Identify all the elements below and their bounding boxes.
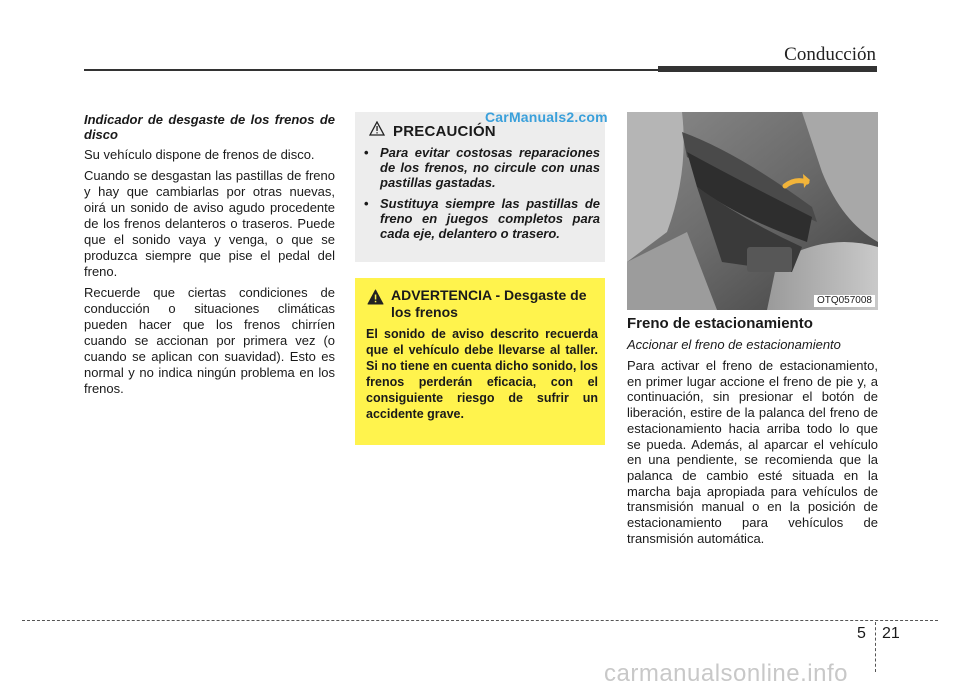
caution-item: • Sustituya siempre las pastillas de freno en juegos completos para cada eje, delantero o trasero.: [364, 196, 600, 241]
caution-header: [369, 121, 496, 141]
caution-list: [364, 145, 600, 247]
parking-brake-heading: Freno de estacionamiento: [627, 315, 813, 332]
warning-title: ADVERTENCIA - Desgaste de los frenos: [391, 287, 587, 320]
warning-body: El sonido de aviso descrito recuerda que el vehículo debe llevarse al taller. Si no tiene en cuenta dicho sonido, los frenos perderán eficacia, con el consiguiente riesgo de sufrir un accidente grave.: [366, 327, 598, 421]
paragraph: Cuando se desgastan las pastillas de freno y hay que cambiarlas por otras nuevas, oirá un sonido de aviso agudo procedente de los frenos delanteros o traseros. Puede que el sonido vaya y venga, o que se produzca siempre que pise el pedal del freno.: [84, 168, 335, 279]
caution-item: • Para evitar costosas reparaciones de los frenos, no circule con unas pastillas gastadas.: [364, 145, 600, 190]
photo-label: OTQ057008: [814, 295, 875, 307]
footer-divider: [22, 620, 938, 621]
watermark-bottom: carmanualsonline.info: [604, 660, 848, 687]
caution-title: PRECAUCIÓN: [393, 122, 496, 140]
parking-brake-body: Para activar el freno de estacionamiento, en primer lugar accione el freno de pie y, a continuación, sin presionar el botón de liberación, estire de la palanca del freno de estacionamiento hacia arriba todo lo que se pueda. Además, al aparcar el vehículo en una pendiente, se recomienda que la palanca de cambio esté situada en la marcha baja apropiada para vehículos de transmisión manual o en la posición de estacionamiento para vehículos de transmisión automática.: [627, 358, 878, 546]
parking-brake-photo: [627, 112, 878, 310]
page-number: 21: [882, 625, 900, 642]
paragraph: Su vehículo dispone de frenos de disco.: [84, 147, 315, 162]
right-column: [627, 316, 878, 551]
warning-box: [355, 278, 605, 445]
parking-brake-subheading: Accionar el freno de estacionamiento: [627, 337, 841, 352]
section-title: Conducción: [784, 44, 876, 65]
paragraph: Recuerde que ciertas condiciones de conducción o situaciones climáticas pueden hacer que los frenos chirríen cuando se accionan por primera vez (o cuando se aplican con suavidad). Esto es normal y no indica ningún problema en los frenos.: [84, 285, 335, 396]
warning-header: [367, 287, 601, 321]
warning-triangle-icon: [367, 289, 384, 310]
disc-wear-subheading: Indicador de desgaste de los frenos de disco: [84, 112, 335, 142]
header-rule-thick: [658, 66, 877, 72]
header-rule-thin: [84, 69, 664, 71]
watermark-top: CarManuals2.com: [485, 109, 608, 125]
left-column: [84, 112, 335, 402]
parking-brake-illustration: [627, 112, 878, 310]
chapter-number: 5: [857, 625, 866, 642]
caution-box: [355, 112, 605, 262]
footer-vertical-divider: [875, 622, 876, 672]
caution-triangle-icon: [369, 121, 385, 141]
